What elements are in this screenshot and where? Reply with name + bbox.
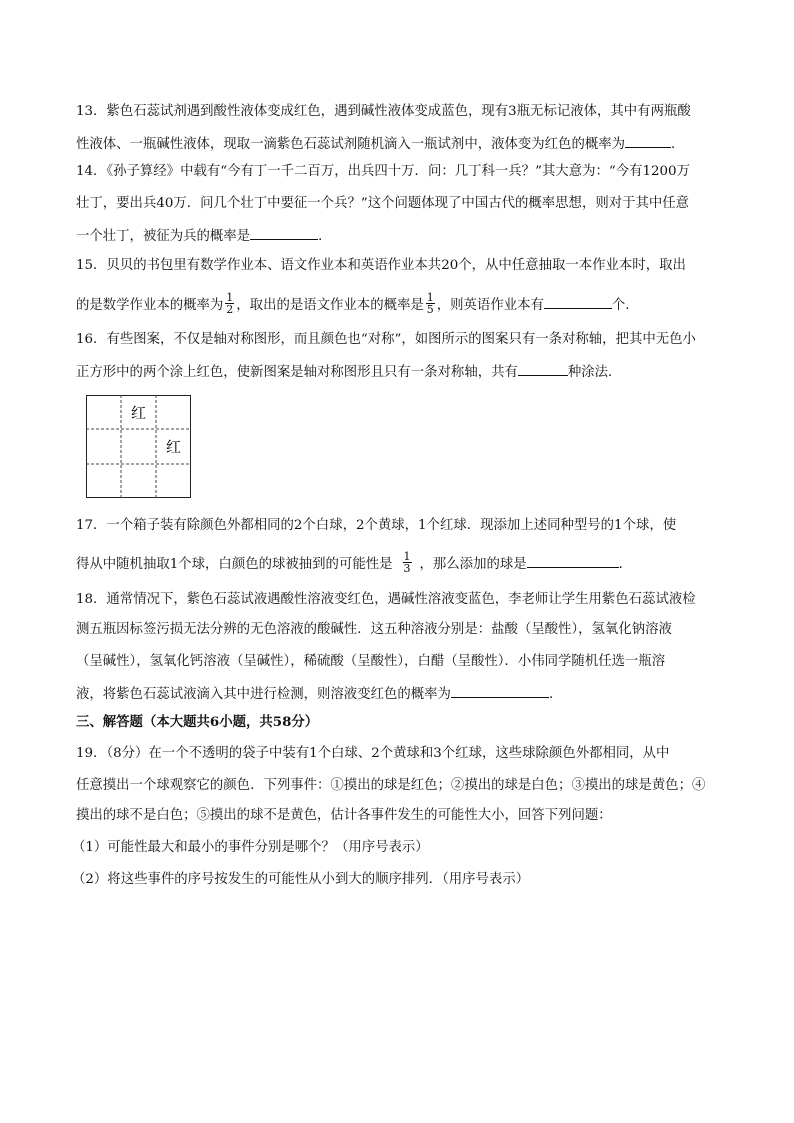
fraction-one-fifth <box>426 292 435 315</box>
q18-line-4 <box>76 683 562 704</box>
q17-line-1: 17．一个箱子装有除颜色外都相同的2个白球，2个黄球，1个红球．现添加上述同种型号的1个球，使 <box>76 518 677 533</box>
q15-answer-blank[interactable] <box>544 294 612 309</box>
q15-line-2a: 的是数学作业本的概率为 <box>76 298 224 313</box>
q19-line-2: 任意摸出一个球观察它的颜色．下列事件：①摸出的球是红色；②摸出的球是白色；③摸出的球是黄色；④ <box>76 778 706 793</box>
q14-line-1: 14．《孙子算经》中载有“今有丁一千二百万，出兵四十万．问：几丁科一兵？”其大意为：“今有1200万 <box>76 164 690 179</box>
fraction-1-numerator: 1 <box>226 291 234 304</box>
q15-line-2b: ，取出的是语文作业本的概率是 <box>236 298 424 313</box>
q17-line-2a: 得从中随机抽取1个球，白颜色的球被抽到的可能性是 <box>76 557 393 572</box>
q17-line-2 <box>76 550 633 576</box>
fraction-3-denominator: 3 <box>403 562 411 575</box>
q15-line-2 <box>76 291 639 317</box>
q19-part-2: （2）将这些事件的序号按发生的可能性从小到大的顺序排列．（用序号表示） <box>72 872 530 887</box>
q16-line-2-end: 种涂法． <box>567 365 622 380</box>
q14-line-3-text: 一个壮丁，被征为兵的概率是 <box>76 229 251 244</box>
fraction-2-denominator: 5 <box>426 303 434 316</box>
q18-line-3: （呈碱性），氢氧化钙溶液（呈碱性），稀硫酸（呈酸性），白醋（呈酸性）．小伟同学随机任选一瓶溶 <box>76 654 666 669</box>
q13-line-2-end: ． <box>671 137 685 152</box>
q16-answer-blank[interactable] <box>518 361 568 376</box>
q19-line-3: 摸出的球不是白色；⑤摸出的球不是黄色，估计各事件发生的可能性大小，回答下列问题： <box>76 808 612 823</box>
q19-line-1: 19．（8分）在一个不透明的袋子中装有1个白球、2个黄球和3个红球，这些球除颜色外都相同，从中 <box>76 746 670 761</box>
q18-line-4-end: ． <box>548 687 563 702</box>
q17-answer-blank[interactable] <box>527 553 619 568</box>
q14-line-2: 壮丁，要出兵40万．问几个壮丁中要征一个兵？”这个问题体现了中国古代的概率思想，则对于其中任意 <box>76 196 690 211</box>
grid-cell-red-1: 红 <box>130 404 147 422</box>
fraction-1-denominator: 2 <box>226 303 234 316</box>
q16-line-2-text: 正方形中的两个涂上红色，使新图案是轴对称图形且只有一条对称轴，共有 <box>76 365 518 380</box>
q15-line-2-end: 个． <box>611 298 639 313</box>
q15-line-2c: ，则英语作业本有 <box>436 298 544 313</box>
q19-part-1: （1）可能性最大和最小的事件分别是哪个？（用序号表示） <box>72 840 429 855</box>
q14-line-3-end: ． <box>318 229 332 244</box>
fraction-2-numerator: 1 <box>426 291 434 304</box>
q13-line-1: 13．紫色石蕊试剂遇到酸性液体变成红色，遇到碱性液体变成蓝色，现有3瓶无标记液体，其中有两瓶酸 <box>76 104 691 119</box>
q15-line-1: 15．贝贝的书包里有数学作业本、语文作业本和英语作业本共20个，从中任意抽取一本作业本时，取出 <box>76 258 686 273</box>
section-heading: 三、解答题（本大题共6小题，共58分） <box>76 714 319 730</box>
q16-line-1: 16．有些图案，不仅是轴对称图形，而且颜色也“对称”，如图所示的图案只有一条对称轴，把其中无色小 <box>76 332 696 347</box>
fraction-one-half <box>225 292 234 315</box>
q14-line-3 <box>76 225 331 246</box>
q13-line-2-text: 性液体、一瓶碱性液体，现取一滴紫色石蕊试剂随机滴入一瓶试剂中，液体变为红色的概率为 <box>76 137 626 152</box>
q13-line-2 <box>76 133 684 154</box>
q18-answer-blank[interactable] <box>451 683 549 698</box>
grid-cell-red-2: 红 <box>165 438 182 456</box>
q16-line-2 <box>76 361 621 382</box>
q18-line-4-text: 液，将紫色石蕊试液滴入其中进行检测，则溶液变红色的概率为 <box>76 687 451 702</box>
q17-line-2b: ，那么添加的球是 <box>419 557 527 572</box>
fraction-3-numerator: 1 <box>403 550 411 563</box>
q13-answer-blank[interactable] <box>625 133 671 148</box>
q18-line-1: 18．通常情况下，紫色石蕊试液遇酸性溶液变红色，遇碱性溶液变蓝色，李老师让学生用紫色石蕊试液检 <box>76 592 696 607</box>
symmetry-grid-figure <box>86 395 191 498</box>
fraction-one-third <box>403 551 412 574</box>
q14-answer-blank[interactable] <box>250 225 318 240</box>
q17-line-2-end: ． <box>618 557 633 572</box>
q18-line-2: 测五瓶因标签污损无法分辨的无色溶液的酸碱性．这五种溶液分别是：盐酸（呈酸性），氢氧化钠溶液 <box>76 622 672 637</box>
